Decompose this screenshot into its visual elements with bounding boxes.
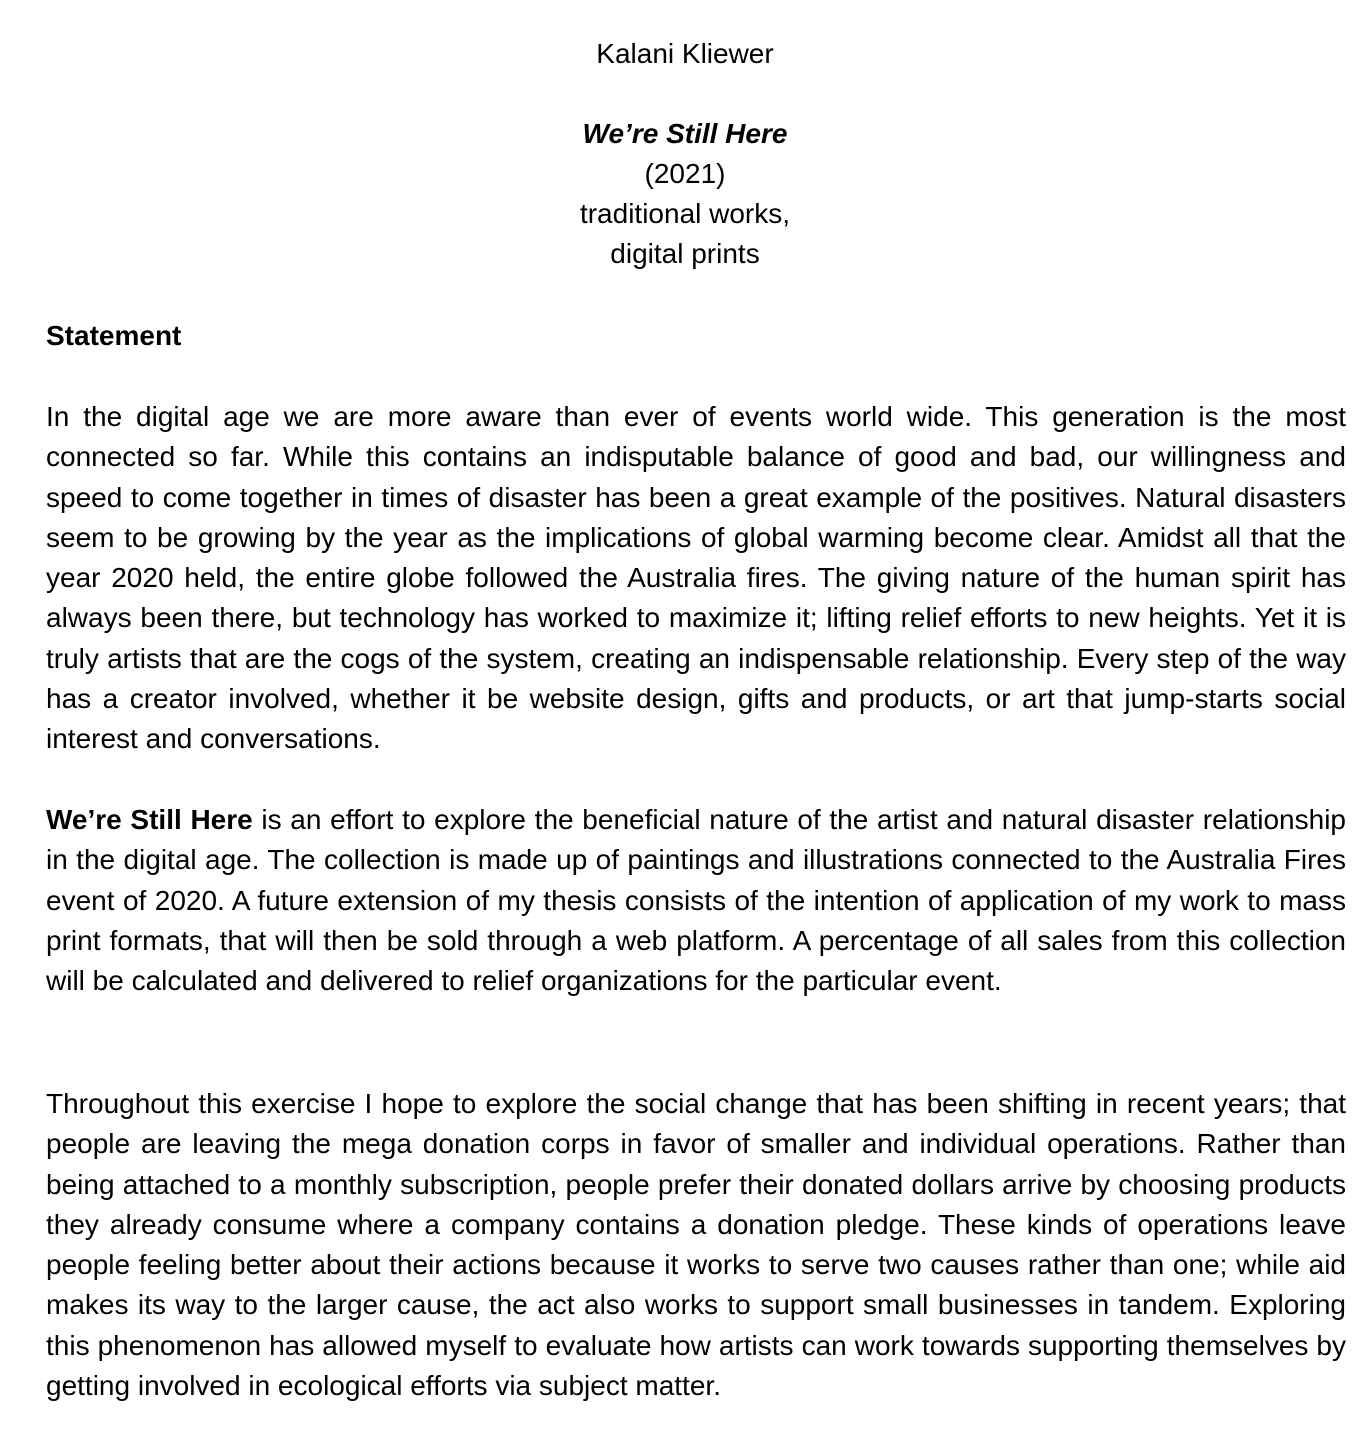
statement-paragraph-3: Throughout this exercise I hope to explore the social change that has been shifting in recent years; that people are leaving the mega donation corps in favor of smaller and individual operations. Rather than being attached to a monthly subscription, people prefer their donated dollars arrive by choosing products they already consume where a company contains a donation pledge. These kinds of operations leave people feeling better about their actions because it works to serve two causes rather than one; while aid makes its way to the larger cause, the act also works to support small businesses in tandem. Exploring this phenomenon has allowed myself to evaluate how artists can work towards supporting themselves by getting involved in ecological efforts via subject matter.: [46, 1088, 1346, 1402]
statement-paragraph-1: In the digital age we are more aware than ever of events world wide. This generation is the most connected so far. While this contains an indisputable balance of good and bad, our willingness and speed to come together in times of disaster has been a great example of the positives. Natural disasters seem to be growing by the year as the implications of global warming become clear. Amidst all that the year 2020 held, the entire globe followed the Australia fires. The giving nature of the human spirit has always been there, but technology has worked to maximize it; lifting relief efforts to new heights. Yet it is truly artists that are the cogs of the system, creating an indispensable relationship. Every step of the way has a creator involved, whether it be website design, gifts and products, or art that jump-starts social interest and conversations.: [46, 401, 1346, 755]
work-info: [0, 114, 1370, 274]
work-medium-line-1: traditional works,: [579, 198, 791, 229]
author-name: Kalani Kliewer: [596, 38, 774, 69]
inline-work-title: We’re Still Here: [46, 804, 253, 835]
paragraph-2-body: is an effort to explore the beneficial nature of the artist and natural disaster relationship in the digital age. The collection is made up of paintings and illustrations connected to the Australia Fires event of 2020. A future extension of my thesis consists of the intention of application of my work to mass print formats, that will then be sold through a web platform. A percentage of all sales from this collection will be calculated and delivered to relief organizations for the particular event.: [46, 804, 1346, 997]
work-title: We’re Still Here: [582, 118, 788, 149]
statement-paragraph-2: [46, 800, 1346, 1001]
statement-heading: Statement: [46, 320, 182, 351]
work-year: (2021): [644, 158, 726, 189]
work-medium-line-2: digital prints: [610, 238, 760, 269]
